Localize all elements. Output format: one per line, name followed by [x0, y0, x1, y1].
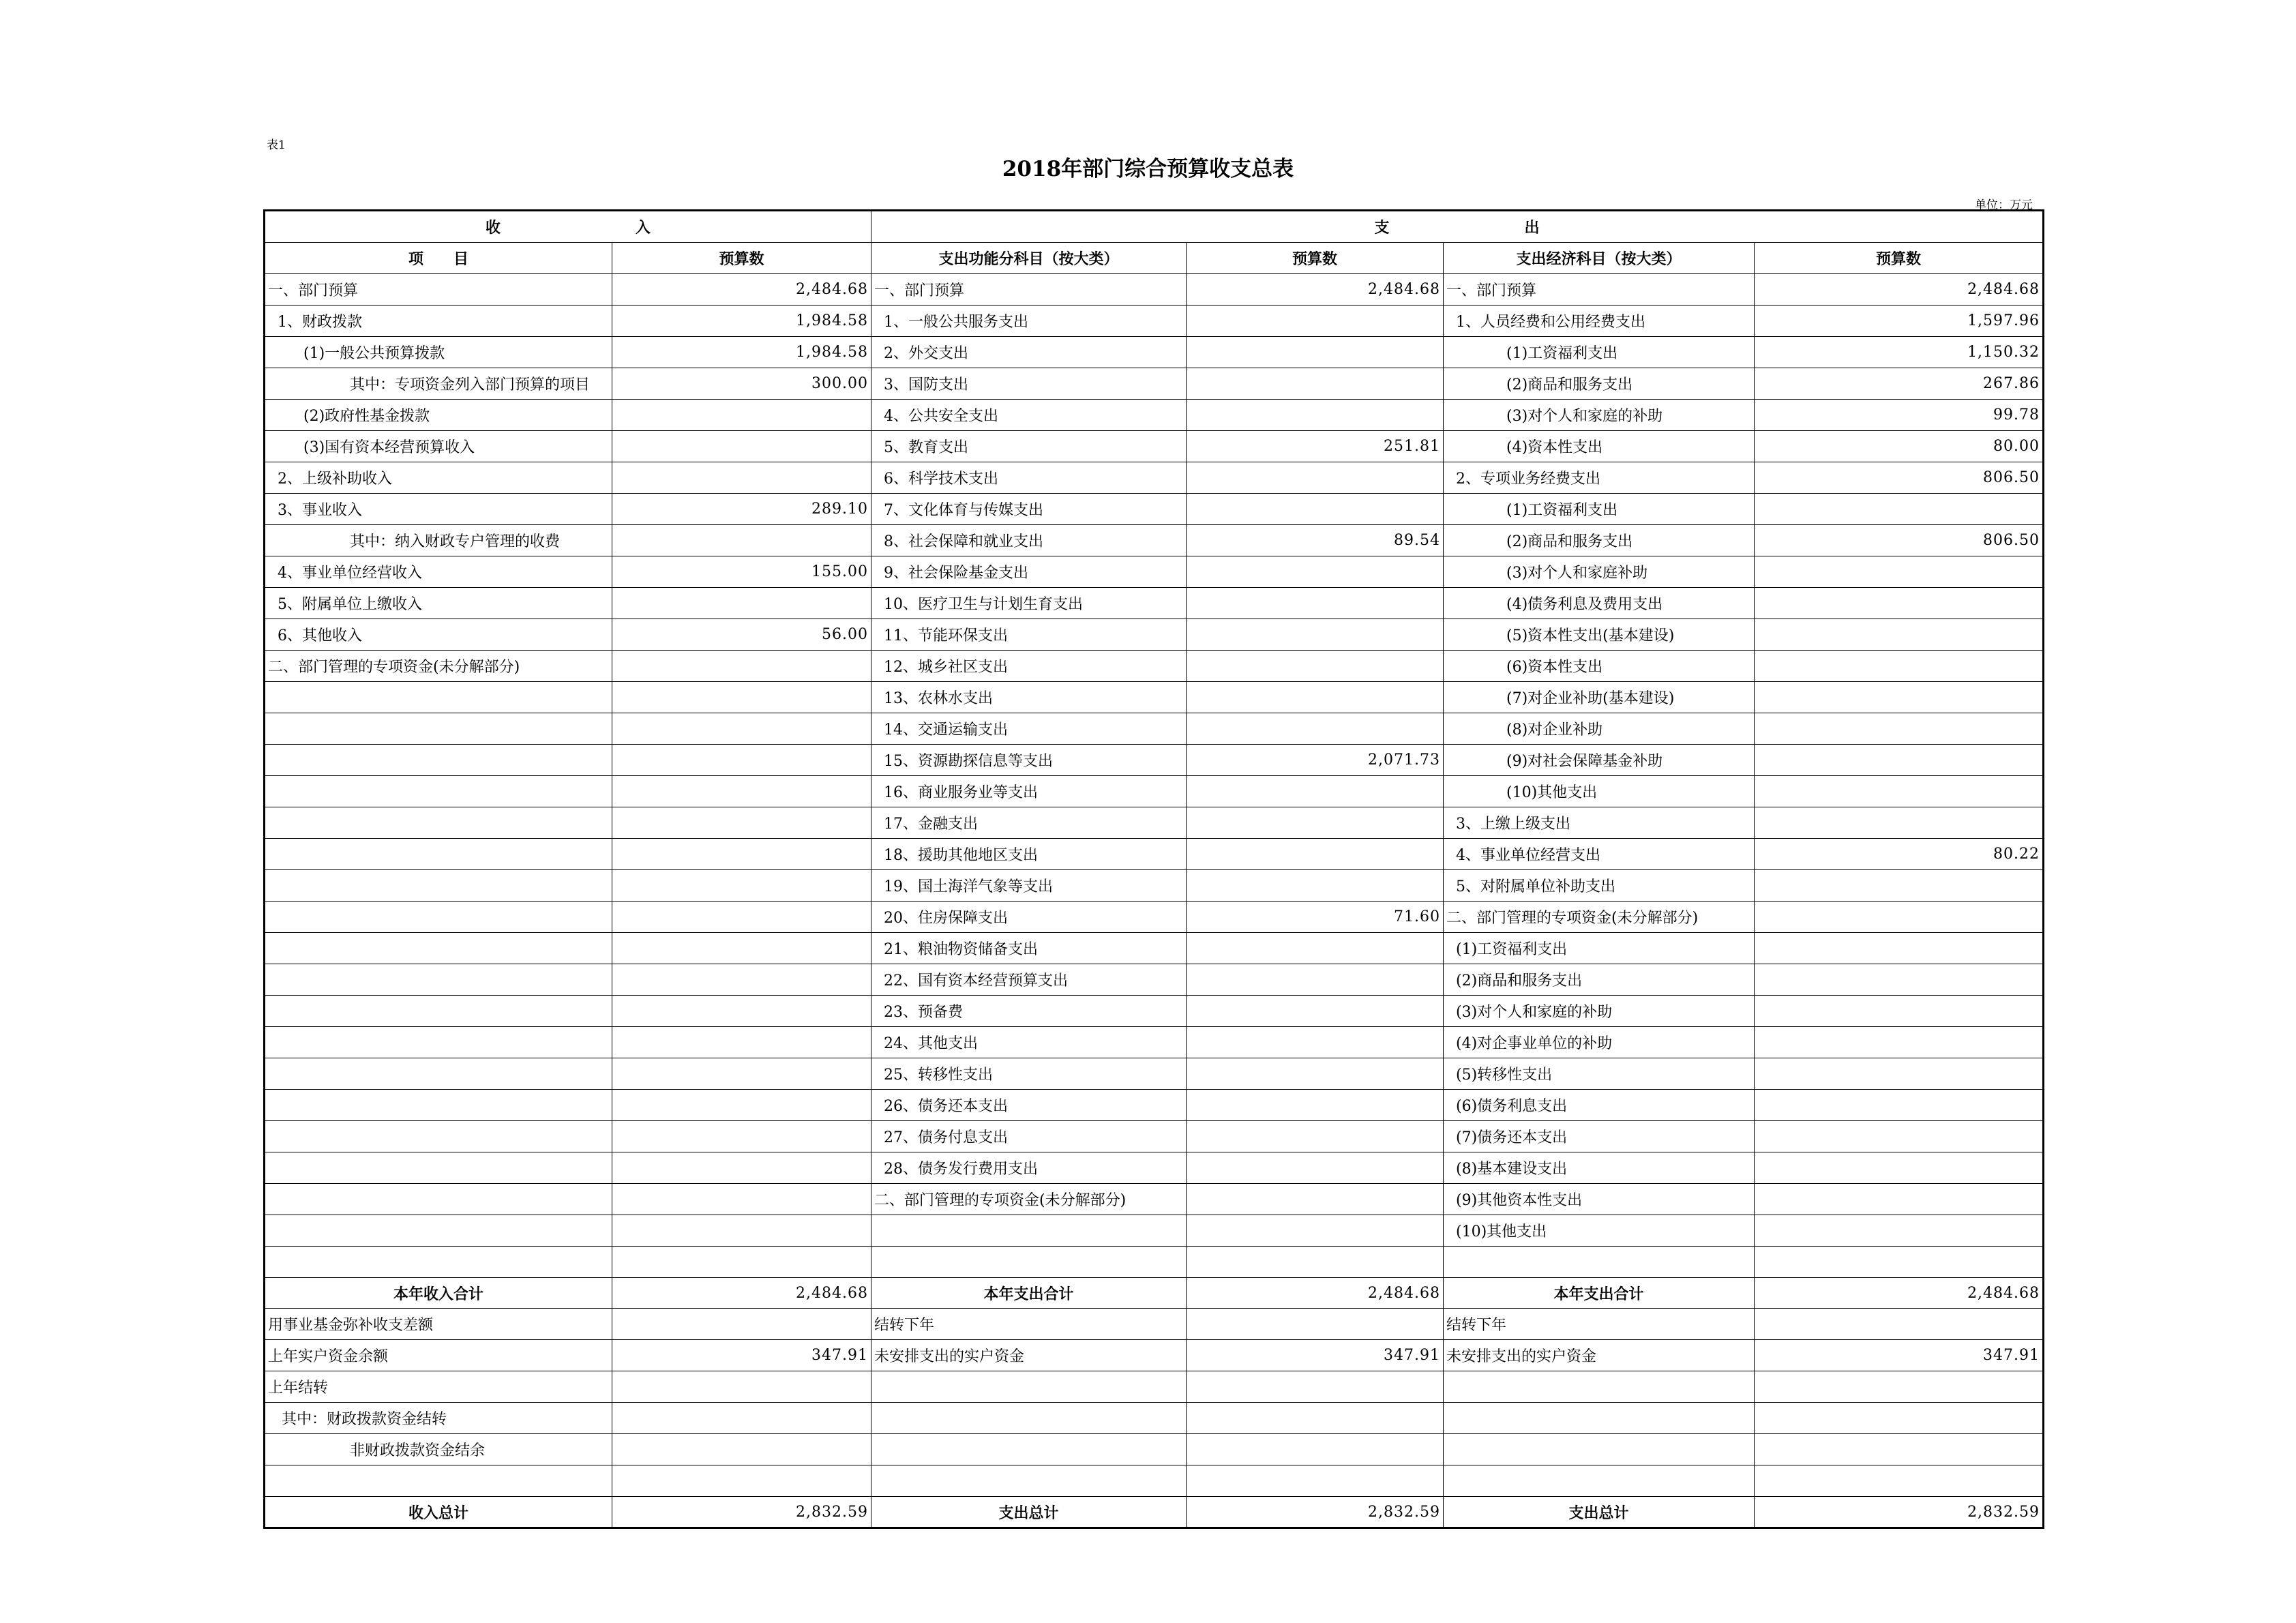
income-budget — [612, 588, 871, 619]
econ-item — [1444, 1465, 1755, 1497]
table-row — [265, 807, 2044, 839]
income-budget — [612, 839, 871, 870]
econ-item: (1)工资福利支出 — [1444, 933, 1755, 964]
income-item: 上年实户资金余额 — [265, 1340, 612, 1371]
income-item: 5、附属单位上缴收入 — [265, 588, 612, 619]
econ-budget — [1755, 682, 2044, 713]
econ-item: (4)债务利息及费用支出 — [1444, 588, 1755, 619]
econ-budget: 267.86 — [1755, 368, 2044, 400]
income-budget — [612, 431, 871, 462]
income-item: 二、部门管理的专项资金(未分解部分) — [265, 651, 612, 682]
econ-budget — [1755, 1152, 2044, 1184]
econ-budget: 1,150.32 — [1755, 337, 2044, 368]
func-budget — [1187, 933, 1444, 964]
econ-budget — [1755, 588, 2044, 619]
econ-budget: 347.91 — [1755, 1340, 2044, 1371]
col-header-econ-class: 支出经济科目（按大类） — [1444, 243, 1755, 274]
econ-item: (3)对个人和家庭补助 — [1444, 556, 1755, 588]
income-item — [265, 682, 612, 713]
econ-budget — [1755, 1247, 2044, 1278]
income-budget — [612, 651, 871, 682]
func-budget — [1187, 839, 1444, 870]
func-budget — [1187, 462, 1444, 494]
func-item: 9、社会保险基金支出 — [871, 556, 1187, 588]
func-item: 5、教育支出 — [871, 431, 1187, 462]
income-item — [265, 1215, 612, 1247]
func-item: 1、一般公共服务支出 — [871, 306, 1187, 337]
table-row — [265, 1465, 2044, 1497]
income-budget — [612, 870, 871, 902]
func-item: 13、农林水支出 — [871, 682, 1187, 713]
income-item — [265, 870, 612, 902]
income-budget: 155.00 — [612, 556, 871, 588]
econ-item: (2)商品和服务支出 — [1444, 525, 1755, 556]
income-budget — [612, 682, 871, 713]
expense-group-header: 支 出 — [871, 211, 2044, 243]
income-item: (1)一般公共预算拨款 — [265, 337, 612, 368]
econ-budget — [1755, 619, 2044, 651]
econ-budget: 80.00 — [1755, 431, 2044, 462]
col-header-budget: 预算数 — [612, 243, 871, 274]
econ-item: 5、对附属单位补助支出 — [1444, 870, 1755, 902]
income-item: 其中：财政拨款资金结转 — [265, 1403, 612, 1434]
table-row — [265, 870, 2044, 902]
func-item — [871, 1434, 1187, 1465]
func-item: 17、金融支出 — [871, 807, 1187, 839]
income-budget — [612, 1215, 871, 1247]
econ-budget: 99.78 — [1755, 400, 2044, 431]
table-row — [265, 839, 2044, 870]
econ-budget — [1755, 1465, 2044, 1497]
func-item — [871, 1371, 1187, 1403]
econ-item — [1444, 1403, 1755, 1434]
func-item: 二、部门管理的专项资金(未分解部分) — [871, 1184, 1187, 1215]
func-item — [871, 1215, 1187, 1247]
income-item — [265, 1465, 612, 1497]
income-item: 非财政拨款资金结余 — [265, 1434, 612, 1465]
func-budget — [1187, 494, 1444, 525]
econ-item: (9)其他资本性支出 — [1444, 1184, 1755, 1215]
income-budget: 300.00 — [612, 368, 871, 400]
table-row — [265, 1434, 2044, 1465]
func-budget — [1187, 682, 1444, 713]
expense-year-total: 2,484.68 — [1187, 1278, 1444, 1309]
func-budget: 251.81 — [1187, 431, 1444, 462]
func-item: 25、转移性支出 — [871, 1058, 1187, 1090]
econ-item: 二、部门管理的专项资金(未分解部分) — [1444, 902, 1755, 933]
table-row — [265, 1090, 2044, 1121]
income-item — [265, 1184, 612, 1215]
econ-item: (5)转移性支出 — [1444, 1058, 1755, 1090]
expense-grand-total: 2,832.59 — [1187, 1497, 1444, 1528]
econ-item: (10)其他支出 — [1444, 1215, 1755, 1247]
income-budget — [612, 525, 871, 556]
econ-budget — [1755, 776, 2044, 807]
table-row — [265, 745, 2044, 776]
income-budget: 56.00 — [612, 619, 871, 651]
func-budget — [1187, 651, 1444, 682]
income-year-total-label: 本年收入合计 — [265, 1278, 612, 1309]
econ-budget: 80.22 — [1755, 839, 2044, 870]
income-budget — [612, 1090, 871, 1121]
income-item: (3)国有资本经营预算收入 — [265, 431, 612, 462]
income-budget — [612, 807, 871, 839]
income-group-header: 收 入 — [265, 211, 871, 243]
func-budget — [1187, 807, 1444, 839]
income-budget — [612, 776, 871, 807]
func-item: 28、债务发行费用支出 — [871, 1152, 1187, 1184]
income-item: 用事业基金弥补收支差额 — [265, 1309, 612, 1340]
func-item: 结转下年 — [871, 1309, 1187, 1340]
func-budget — [1187, 619, 1444, 651]
func-budget — [1187, 368, 1444, 400]
econ-grand-total: 2,832.59 — [1755, 1497, 2044, 1528]
col-header-item: 项 目 — [265, 243, 612, 274]
income-item — [265, 964, 612, 996]
econ-item: 3、上缴上级支出 — [1444, 807, 1755, 839]
income-item — [265, 1247, 612, 1278]
expense-year-total-label: 本年支出合计 — [871, 1278, 1187, 1309]
func-budget — [1187, 1403, 1444, 1434]
table-row — [265, 1152, 2044, 1184]
table-row — [265, 494, 2044, 525]
econ-budget — [1755, 1184, 2044, 1215]
col-header-budget: 预算数 — [1187, 243, 1444, 274]
func-item: 3、国防支出 — [871, 368, 1187, 400]
func-budget — [1187, 1121, 1444, 1152]
table-row — [265, 400, 2044, 431]
econ-item: (2)商品和服务支出 — [1444, 964, 1755, 996]
income-item — [265, 996, 612, 1027]
table-row — [265, 902, 2044, 933]
econ-budget — [1755, 1403, 2044, 1434]
income-budget: 347.91 — [612, 1340, 871, 1371]
econ-budget: 806.50 — [1755, 462, 2044, 494]
func-budget — [1187, 1309, 1444, 1340]
func-budget: 2,071.73 — [1187, 745, 1444, 776]
income-budget — [612, 933, 871, 964]
income-budget — [612, 1371, 871, 1403]
income-item: 6、其他收入 — [265, 619, 612, 651]
func-budget — [1187, 400, 1444, 431]
func-budget — [1187, 306, 1444, 337]
func-budget: 2,484.68 — [1187, 274, 1444, 306]
table-row — [265, 682, 2044, 713]
func-item — [871, 1403, 1187, 1434]
func-item: 19、国土海洋气象等支出 — [871, 870, 1187, 902]
func-item: 7、文化体育与传媒支出 — [871, 494, 1187, 525]
func-budget — [1187, 1058, 1444, 1090]
unit-label: 单位：万元 — [1975, 198, 2033, 212]
func-budget — [1187, 1434, 1444, 1465]
func-budget — [1187, 1184, 1444, 1215]
income-item: 其中：纳入财政专户管理的收费 — [265, 525, 612, 556]
func-item: 15、资源勘探信息等支出 — [871, 745, 1187, 776]
econ-item: 未安排支出的实户资金 — [1444, 1340, 1755, 1371]
econ-item: (6)资本性支出 — [1444, 651, 1755, 682]
income-item — [265, 1058, 612, 1090]
econ-budget — [1755, 713, 2044, 745]
table-row — [265, 431, 2044, 462]
table-row — [265, 964, 2044, 996]
econ-item: 2、专项业务经费支出 — [1444, 462, 1755, 494]
func-item — [871, 1465, 1187, 1497]
table-row — [265, 1121, 2044, 1152]
income-item — [265, 1152, 612, 1184]
income-budget — [612, 1465, 871, 1497]
income-item: 3、事业收入 — [265, 494, 612, 525]
econ-item — [1444, 1371, 1755, 1403]
econ-budget — [1755, 996, 2044, 1027]
econ-budget — [1755, 1309, 2044, 1340]
func-item: 21、粮油物资储备支出 — [871, 933, 1187, 964]
func-item: 8、社会保障和就业支出 — [871, 525, 1187, 556]
income-item: 一、部门预算 — [265, 274, 612, 306]
econ-item: 4、事业单位经营支出 — [1444, 839, 1755, 870]
econ-budget — [1755, 1215, 2044, 1247]
table-row — [265, 368, 2044, 400]
income-budget — [612, 1309, 871, 1340]
econ-budget: 1,597.96 — [1755, 306, 2044, 337]
table-row — [265, 525, 2044, 556]
income-budget: 1,984.58 — [612, 337, 871, 368]
income-grand-total: 2,832.59 — [612, 1497, 871, 1528]
func-item: 2、外交支出 — [871, 337, 1187, 368]
econ-budget — [1755, 870, 2044, 902]
income-budget — [612, 1403, 871, 1434]
income-budget — [612, 462, 871, 494]
econ-item — [1444, 1247, 1755, 1278]
econ-budget: 806.50 — [1755, 525, 2044, 556]
col-header-func-class: 支出功能分科目（按大类） — [871, 243, 1187, 274]
func-item: 20、住房保障支出 — [871, 902, 1187, 933]
func-budget — [1187, 964, 1444, 996]
income-item — [265, 807, 612, 839]
table-row — [265, 1247, 2044, 1278]
func-item: 26、债务还本支出 — [871, 1090, 1187, 1121]
econ-budget — [1755, 494, 2044, 525]
income-budget — [612, 1152, 871, 1184]
econ-budget — [1755, 807, 2044, 839]
func-budget — [1187, 713, 1444, 745]
table-row — [265, 996, 2044, 1027]
func-budget — [1187, 588, 1444, 619]
econ-item: 结转下年 — [1444, 1309, 1755, 1340]
income-item: 1、财政拨款 — [265, 306, 612, 337]
income-budget — [612, 713, 871, 745]
func-budget: 347.91 — [1187, 1340, 1444, 1371]
econ-item: 一、部门预算 — [1444, 274, 1755, 306]
func-item: 18、援助其他地区支出 — [871, 839, 1187, 870]
income-budget — [612, 1184, 871, 1215]
econ-item: (7)债务还本支出 — [1444, 1121, 1755, 1152]
table-row — [265, 1403, 2044, 1434]
table-row — [265, 337, 2044, 368]
econ-budget — [1755, 1027, 2044, 1058]
income-budget — [612, 1434, 871, 1465]
econ-item: (3)对个人和家庭的补助 — [1444, 400, 1755, 431]
econ-grand-total-label: 支出总计 — [1444, 1497, 1755, 1528]
econ-year-total: 2,484.68 — [1755, 1278, 2044, 1309]
table-number: 表1 — [267, 138, 286, 152]
func-budget: 89.54 — [1187, 525, 1444, 556]
income-budget — [612, 1027, 871, 1058]
income-item — [265, 776, 612, 807]
func-budget — [1187, 1465, 1444, 1497]
econ-item: (7)对企业补助(基本建设) — [1444, 682, 1755, 713]
func-budget — [1187, 1215, 1444, 1247]
econ-budget — [1755, 964, 2044, 996]
func-item: 10、医疗卫生与计划生育支出 — [871, 588, 1187, 619]
econ-budget — [1755, 1371, 2044, 1403]
func-budget — [1187, 1090, 1444, 1121]
table-row — [265, 1184, 2044, 1215]
econ-budget — [1755, 933, 2044, 964]
table-row — [265, 1215, 2044, 1247]
func-item: 23、预备费 — [871, 996, 1187, 1027]
income-budget: 289.10 — [612, 494, 871, 525]
econ-budget — [1755, 651, 2044, 682]
table-row — [265, 588, 2044, 619]
econ-budget — [1755, 556, 2044, 588]
income-budget — [612, 902, 871, 933]
income-item — [265, 713, 612, 745]
table-row — [265, 556, 2044, 588]
econ-year-total-label: 本年支出合计 — [1444, 1278, 1755, 1309]
func-item: 一、部门预算 — [871, 274, 1187, 306]
func-budget — [1187, 1247, 1444, 1278]
table-row — [265, 713, 2044, 745]
income-year-total: 2,484.68 — [612, 1278, 871, 1309]
income-item — [265, 1090, 612, 1121]
table-row — [265, 651, 2044, 682]
econ-budget: 2,484.68 — [1755, 274, 2044, 306]
income-item — [265, 933, 612, 964]
func-item: 16、商业服务业等支出 — [871, 776, 1187, 807]
col-header-budget: 预算数 — [1755, 243, 2044, 274]
table-row — [265, 1058, 2044, 1090]
econ-item: (5)资本性支出(基本建设) — [1444, 619, 1755, 651]
table-row — [265, 1340, 2044, 1371]
table-row — [265, 1371, 2044, 1403]
income-budget — [612, 964, 871, 996]
table-row — [265, 619, 2044, 651]
income-item: 2、上级补助收入 — [265, 462, 612, 494]
econ-item: 1、人员经费和公用经费支出 — [1444, 306, 1755, 337]
econ-item — [1444, 1434, 1755, 1465]
func-item: 22、国有资本经营预算支出 — [871, 964, 1187, 996]
econ-budget — [1755, 1434, 2044, 1465]
table-row — [265, 462, 2044, 494]
func-budget — [1187, 337, 1444, 368]
func-budget — [1187, 556, 1444, 588]
econ-item: (8)基本建设支出 — [1444, 1152, 1755, 1184]
func-item: 12、城乡社区支出 — [871, 651, 1187, 682]
page-title: 2018年部门综合预算收支总表 — [1002, 157, 1294, 181]
func-budget — [1187, 776, 1444, 807]
econ-budget — [1755, 1058, 2044, 1090]
income-item — [265, 839, 612, 870]
func-item: 4、公共安全支出 — [871, 400, 1187, 431]
econ-item: (2)商品和服务支出 — [1444, 368, 1755, 400]
income-budget — [612, 1121, 871, 1152]
income-budget — [612, 1247, 871, 1278]
func-item: 14、交通运输支出 — [871, 713, 1187, 745]
func-item: 未安排支出的实户资金 — [871, 1340, 1187, 1371]
income-budget — [612, 1058, 871, 1090]
income-item: 其中：专项资金列入部门预算的项目 — [265, 368, 612, 400]
income-item — [265, 1027, 612, 1058]
func-item: 11、节能环保支出 — [871, 619, 1187, 651]
func-item: 27、债务付息支出 — [871, 1121, 1187, 1152]
income-item — [265, 1121, 612, 1152]
func-budget — [1187, 1027, 1444, 1058]
income-item: 4、事业单位经营收入 — [265, 556, 612, 588]
income-item: 上年结转 — [265, 1371, 612, 1403]
econ-budget — [1755, 745, 2044, 776]
econ-item: (4)资本性支出 — [1444, 431, 1755, 462]
econ-budget — [1755, 902, 2044, 933]
table-row — [265, 1309, 2044, 1340]
econ-budget — [1755, 1121, 2044, 1152]
income-item — [265, 902, 612, 933]
econ-item: (9)对社会保障基金补助 — [1444, 745, 1755, 776]
func-budget — [1187, 870, 1444, 902]
income-budget — [612, 996, 871, 1027]
econ-item: (8)对企业补助 — [1444, 713, 1755, 745]
income-budget — [612, 745, 871, 776]
income-budget: 2,484.68 — [612, 274, 871, 306]
budget-table — [263, 209, 2044, 1529]
expense-grand-total-label: 支出总计 — [871, 1497, 1187, 1528]
income-budget: 1,984.58 — [612, 306, 871, 337]
econ-budget — [1755, 1090, 2044, 1121]
func-item: 6、科学技术支出 — [871, 462, 1187, 494]
func-budget: 71.60 — [1187, 902, 1444, 933]
income-item — [265, 745, 612, 776]
func-item — [871, 1247, 1187, 1278]
econ-item: (1)工资福利支出 — [1444, 494, 1755, 525]
econ-item: (4)对企事业单位的补助 — [1444, 1027, 1755, 1058]
table-row — [265, 776, 2044, 807]
func-budget — [1187, 996, 1444, 1027]
econ-item: (3)对个人和家庭的补助 — [1444, 996, 1755, 1027]
table-row — [265, 306, 2044, 337]
table-row — [265, 933, 2044, 964]
econ-item: (10)其他支出 — [1444, 776, 1755, 807]
econ-item: (1)工资福利支出 — [1444, 337, 1755, 368]
table-row — [265, 274, 2044, 306]
func-item: 24、其他支出 — [871, 1027, 1187, 1058]
income-grand-total-label: 收入总计 — [265, 1497, 612, 1528]
econ-item: (6)债务利息支出 — [1444, 1090, 1755, 1121]
func-budget — [1187, 1371, 1444, 1403]
income-budget — [612, 400, 871, 431]
func-budget — [1187, 1152, 1444, 1184]
table-row — [265, 1027, 2044, 1058]
income-item: (2)政府性基金拨款 — [265, 400, 612, 431]
